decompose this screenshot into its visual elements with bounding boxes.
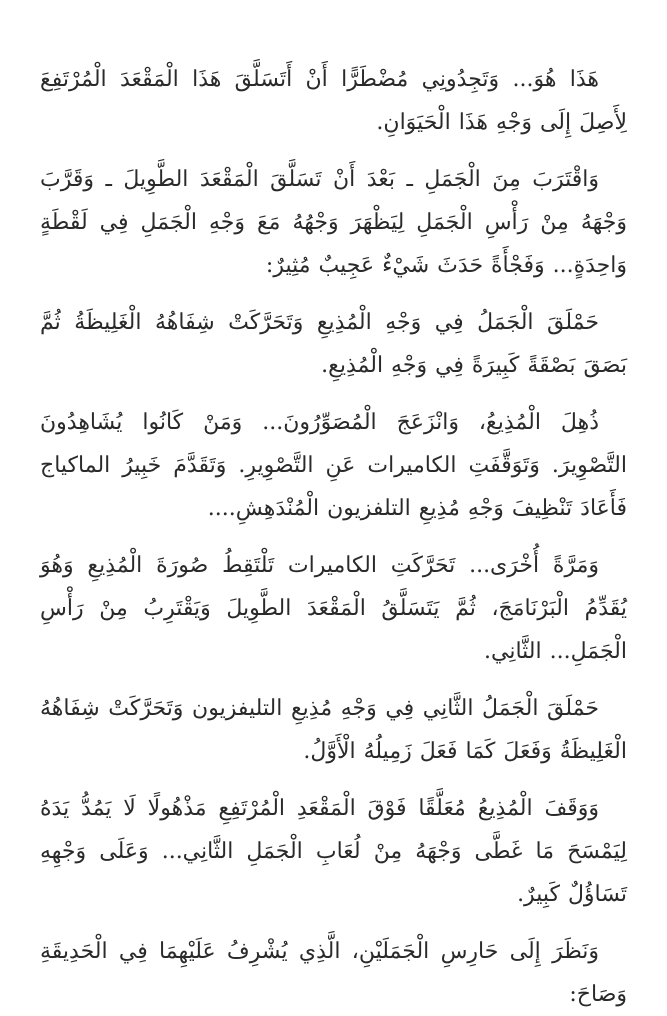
paragraph-2: وَاقْتَرَبَ مِنَ الْجَمَلِ ـ بَعْدَ أَنْ تَسَلَّقَ الْمَقْعَدَ الطَّوِيلَ ـ وَقَرَّبَ وَجْهَهُ مِنْ رَأْسِ الْجَمَلِ لِيَظْهَرَ وَجْهُهُ مَعَ وَجْهِ الْجَمَلِ فِي لَقْطَةٍ وَاحِدَةٍ... وَفَجْأَةً حَدَثَ شَيْءٌ عَجِيبٌ مُثِيرٌ: bbox=[40, 167, 627, 278]
paragraph-5: وَمَرَّةً أُخْرَى... تَحَرَّكَتِ الكاميرات تَلْتَقِطُ صُورَةَ الْمُذِيعِ وَهُوَ يُقَدِّمُ الْبَرْنَامَجَ، ثُمَّ يَتَسَلَّقُ الْمَقْعَدَ الطَّوِيلَ وَيَقْتَرِبُ مِنْ رَأْسِ الْجَمَلِ... الثَّانِي. bbox=[40, 553, 627, 664]
paragraph-1: هَذَا هُوَ... وَتَجِدُونِي مُضْطَرًّا أَنْ أَتَسَلَّقَ هَذَا الْمَقْعَدَ الْمُرْتَفِعَ لِأَصِلَ إِلَى وَجْهِ هَذَا الْحَيَوَانِ. bbox=[40, 67, 627, 135]
paragraph-3: حَمْلَقَ الْجَمَلُ فِي وَجْهِ الْمُذِيعِ وَتَحَرَّكَتْ شِفَاهُهُ الْغَلِيظَةُ ثُمَّ بَصَقَ بَصْقَةً كَبِيرَةً فِي وَجْهِ الْمُذِيعِ. bbox=[40, 310, 627, 378]
paragraph-7: وَوَقَفَ الْمُذِيعُ مُعَلَّقًا فَوْقَ الْمَقْعَدِ الْمُرْتَفِعِ مَذْهُولًا لَا يَمُدُّ يَدَهُ لِيَمْسَحَ مَا غَطَّى وَجْهَهُ مِنْ لُعَابِ الْجَمَلِ الثَّانِي... وَعَلَى وَجْهِهِ تَسَاؤُلٌ كَبِيرٌ. bbox=[40, 796, 627, 907]
paragraph-8: وَنَظَرَ إِلَى حَارِسِ الْجَمَلَيْنِ، الَّذِي يُشْرِفُ عَلَيْهِمَا فِي الْحَدِيقَةِ وَصَاحَ: bbox=[40, 939, 627, 1007]
paragraph-4: ذُهِلَ الْمُذِيعُ، وَانْزَعَجَ الْمُصَوِّرُونَ... وَمَنْ كَانُوا يُشَاهِدُونَ التَّصْوِيرَ. وَتَوَقَّفَتِ الكاميرات عَنِ التَّصْوِيرِ. وَتَقَدَّمَ خَبِيرُ الماكياج فَأَعَادَ تَنْظِيفَ وَجْهِ مُذِيعِ التلفزيون الْمُنْدَهِشِ.... bbox=[40, 410, 627, 521]
paragraph-6: حَمْلَقَ الْجَمَلُ الثَّانِي فِي وَجْهِ مُذِيعِ التليفزيون وَتَحَرَّكَتْ شِفَاهُهُ الْغَلِيظَةُ وَفَعَلَ كَمَا فَعَلَ زَمِيلُهُ الْأَوَّلُ. bbox=[40, 696, 627, 764]
page-body bbox=[40, 58, 627, 1007]
